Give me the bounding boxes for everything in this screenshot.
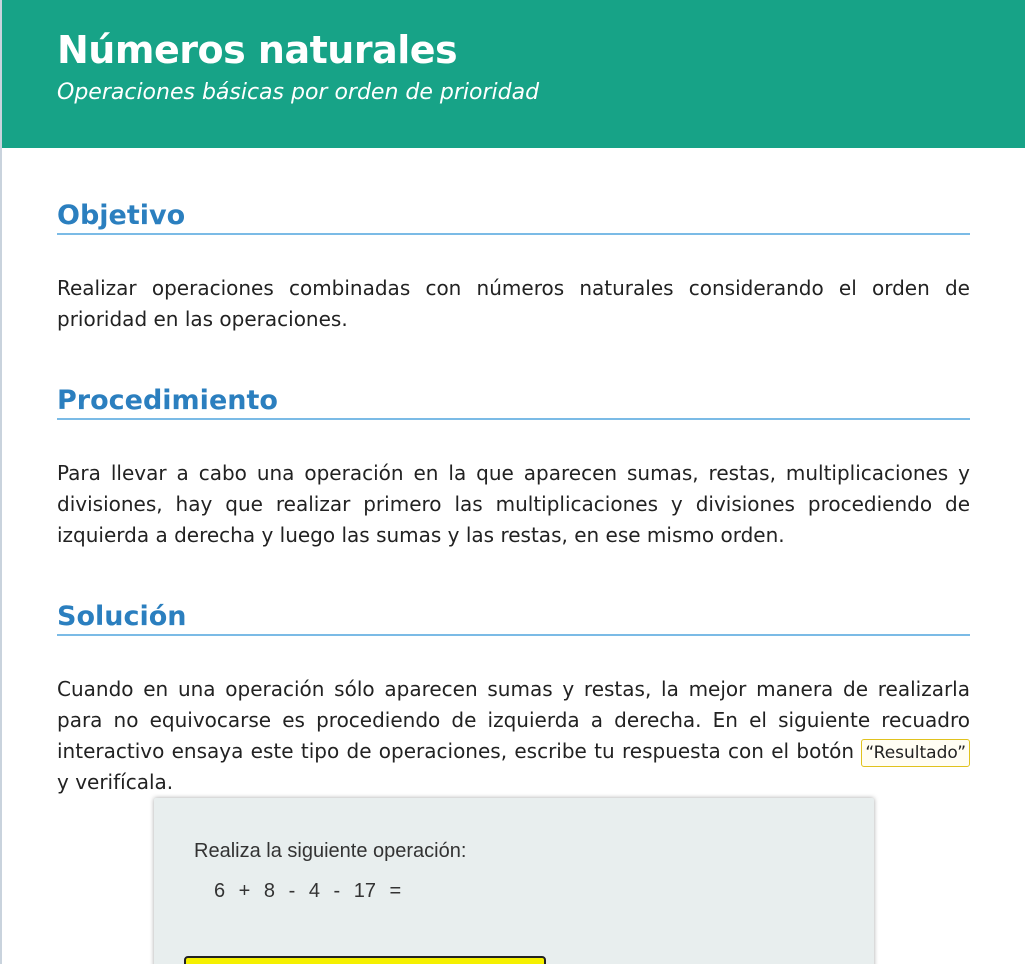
resultado-label-inline: “Resultado”: [861, 739, 970, 767]
section-text-procedimiento: Para llevar a cabo una operación en la que aparecen sumas, restas, multiplicaciones y divisiones, hay que realizar primero las multiplicaciones y divisiones procediendo de izquierda a derecha y luego las sumas y las restas, en ese mismo orden.: [57, 461, 970, 547]
exercise-operation: 6 + 8 - 4 - 17 =: [214, 880, 402, 902]
main-content: [2, 200, 1025, 798]
interactive-exercise-panel: [154, 798, 874, 964]
section-title-procedimiento: Procedimiento: [57, 385, 970, 420]
section-text-solucion: [57, 674, 970, 798]
page-header: [2, 0, 1025, 148]
section-text-objetivo: Realizar operaciones combinadas con números naturales considerando el orden de prioridad en las operaciones.: [57, 276, 970, 331]
solucion-text-end: y verifícala.: [57, 770, 174, 794]
page-subtitle: Operaciones básicas por orden de prioridad: [57, 80, 540, 105]
section-title-objetivo: Objetivo: [57, 200, 970, 235]
solucion-text-start: Cuando en una operación sólo aparecen sumas y restas, la mejor manera de realizarla para no equivocarse es procediendo de izquierda a derecha. En el siguiente recuadro interactivo ensaya este tipo de operaciones, escribe tu respuesta con el botón: [57, 677, 970, 763]
answer-input[interactable]: [184, 956, 546, 964]
exercise-prompt: Realiza la siguiente operación:: [194, 840, 467, 862]
section-title-solucion: Solución: [57, 601, 970, 636]
page-title: Números naturales: [57, 28, 458, 72]
